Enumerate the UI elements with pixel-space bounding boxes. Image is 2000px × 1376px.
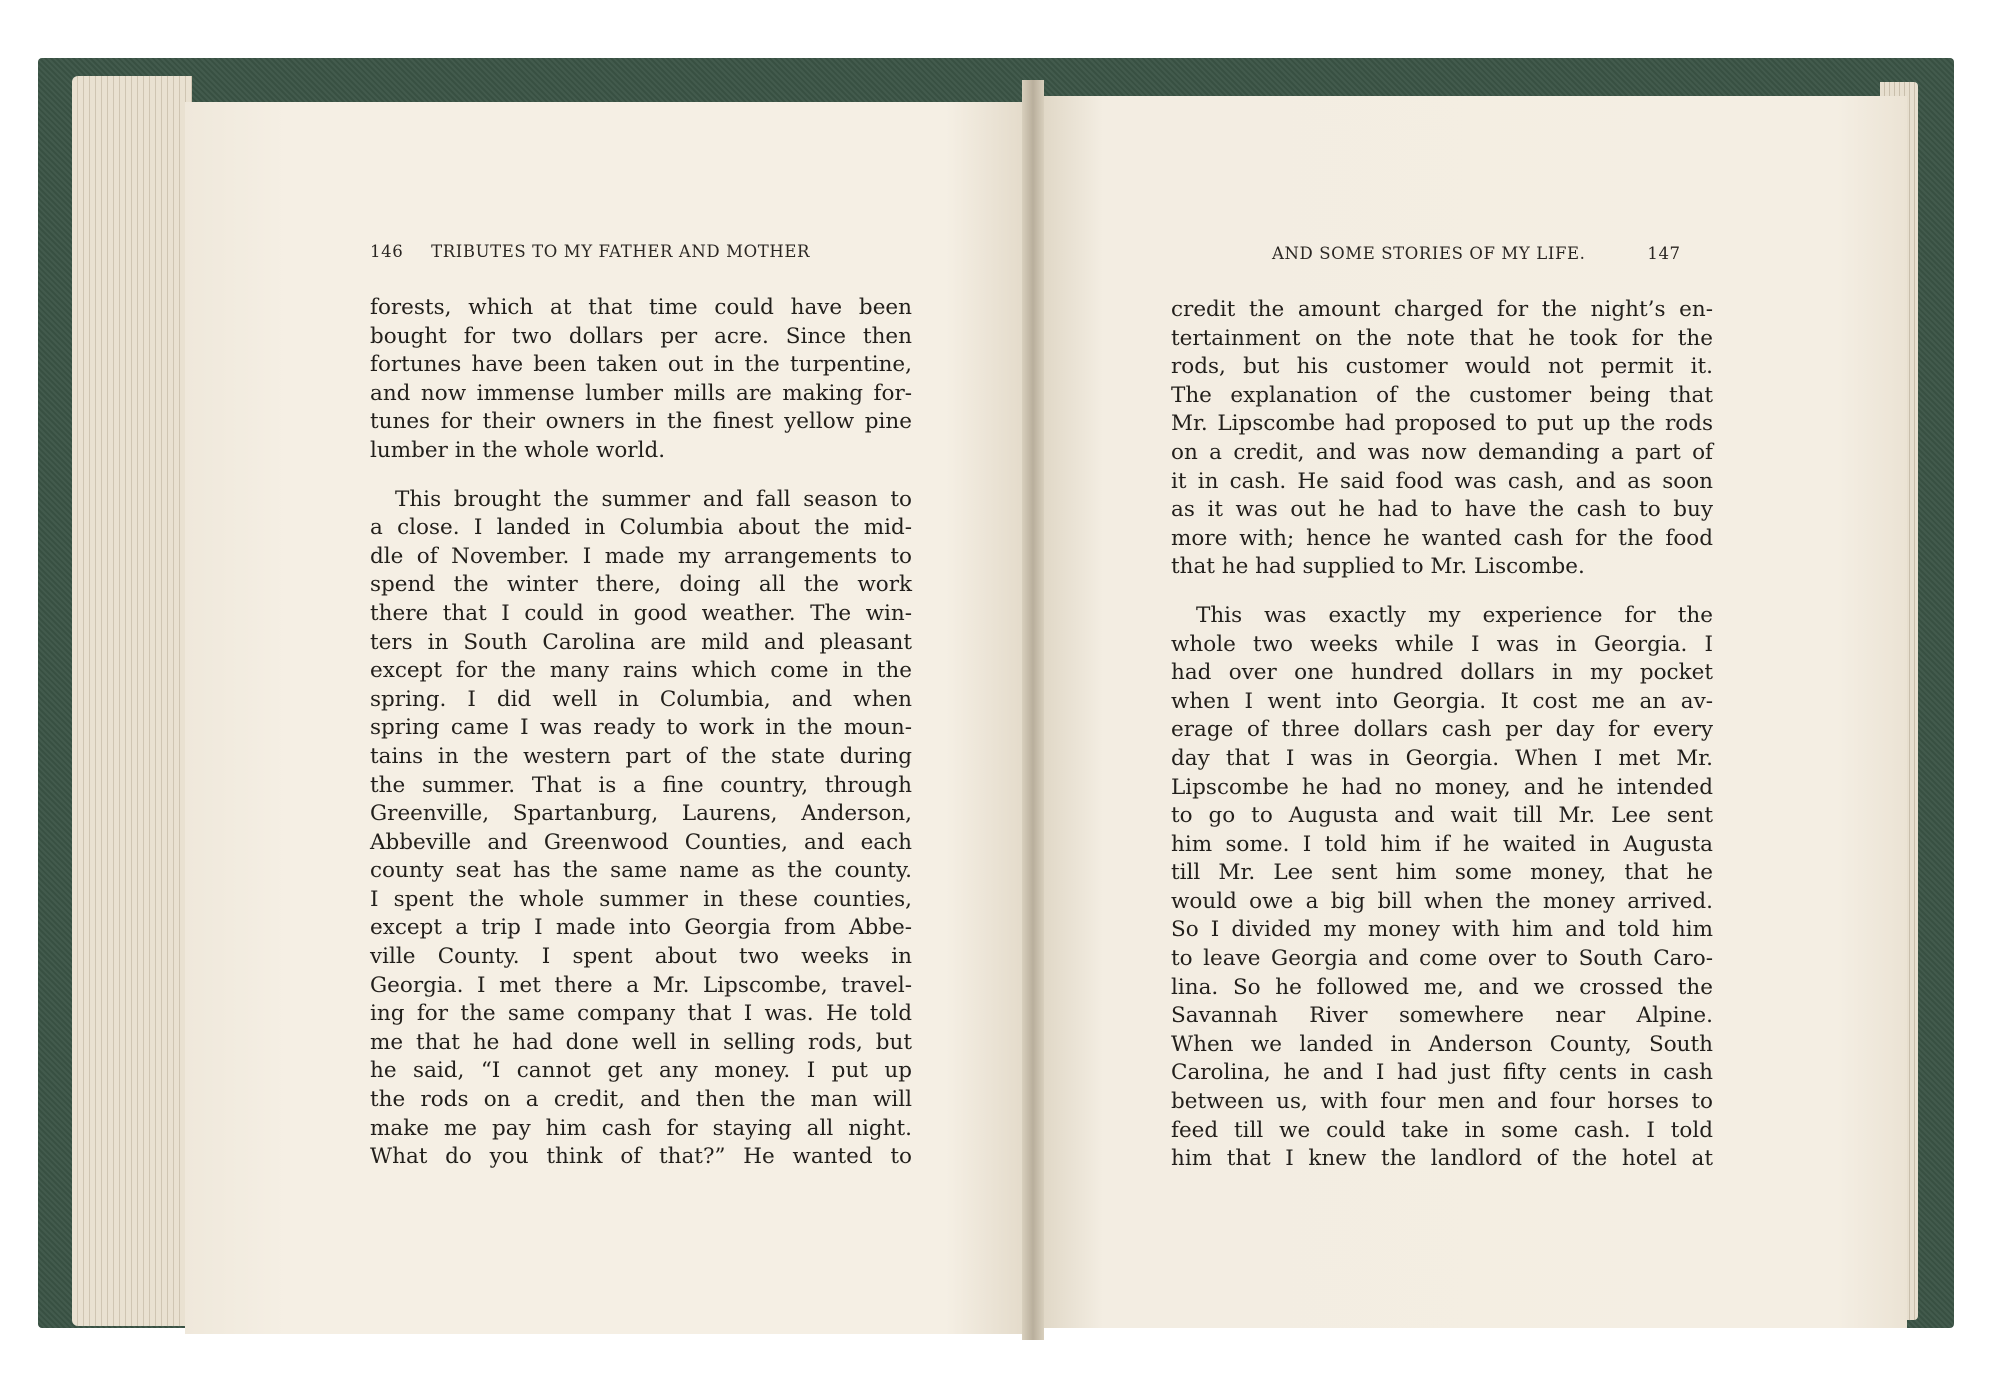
text-line — [370, 571, 912, 600]
text-line — [370, 772, 912, 801]
text-line-content: credit the amount charged for the night’s en- — [1171, 297, 1713, 322]
text-line-content: on a credit, and was now demanding a part of — [1171, 439, 1713, 465]
text-line-content: whole two weeks while I was in Georgia. I — [1171, 631, 1713, 657]
text-line-content: me that he had done well in selling rods, but — [370, 1029, 912, 1055]
text-line — [370, 486, 912, 515]
text-line — [1171, 745, 1713, 774]
text-line-content: erage of three dollars cash per day for every — [1171, 717, 1713, 743]
text-line — [1171, 410, 1713, 439]
text-line — [1171, 1088, 1713, 1117]
left-page-header — [370, 242, 810, 261]
text-line — [1171, 774, 1713, 803]
paragraph — [1171, 602, 1713, 1174]
text-line — [1171, 1031, 1713, 1060]
text-line — [370, 1057, 912, 1086]
text-line-content: it in cash. He said food was cash, and as soon — [1171, 468, 1713, 494]
text-line — [1171, 916, 1713, 945]
text-line-content: This was exactly my experience for the — [1196, 602, 1713, 628]
text-line-content: had over one hundred dollars in my pocket — [1171, 660, 1713, 686]
text-line-content: except for the many rains which come in the — [370, 658, 912, 684]
text-line-content: him that I knew the landlord of the hotel at — [1171, 1146, 1713, 1172]
text-line — [1171, 525, 1713, 554]
text-line — [1171, 802, 1713, 831]
text-line — [370, 1086, 912, 1115]
text-line — [1171, 296, 1713, 325]
text-line-content: forests, which at that time could have been — [370, 295, 912, 320]
text-line — [370, 972, 912, 1001]
text-line-content: Abbeville and Greenwood Counties, and each — [370, 829, 912, 855]
text-line — [1171, 659, 1713, 688]
text-line-content: that he had supplied to Mr. Liscombe. — [1171, 554, 1585, 580]
text-line-content: to go to Augusta and wait till Mr. Lee sent — [1171, 803, 1713, 829]
text-line — [370, 714, 912, 743]
text-line-content: would owe a big bill when the money arrived. — [1171, 888, 1713, 914]
text-line — [370, 408, 912, 437]
text-line — [370, 629, 912, 658]
page-number: 147 — [1647, 244, 1681, 263]
text-line-content: and now immense lumber mills are making for- — [370, 380, 912, 406]
text-line — [370, 857, 912, 886]
text-line — [1171, 888, 1713, 917]
text-line — [370, 1000, 912, 1029]
text-line — [370, 1143, 912, 1172]
text-line-content: day that I was in Georgia. When I met Mr. — [1171, 745, 1713, 771]
text-line-content: the rods on a credit, and then the man will — [370, 1087, 912, 1113]
paragraph — [370, 486, 912, 1172]
text-line-content: Lipscombe he had no money, and he intended — [1171, 774, 1713, 800]
text-line-content: the summer. That is a fine country, through — [370, 772, 912, 798]
text-line — [370, 1029, 912, 1058]
text-line — [1171, 688, 1713, 717]
text-line-content: So I divided my money with him and told him — [1171, 917, 1713, 943]
page-edges-left — [72, 76, 192, 1326]
text-line — [370, 914, 912, 943]
text-line — [370, 351, 912, 380]
text-line-content: spring. I did well in Columbia, and when — [370, 686, 912, 712]
left-page-body — [370, 294, 912, 1192]
text-line — [1171, 325, 1713, 354]
text-line — [370, 294, 912, 323]
text-line — [370, 800, 912, 829]
text-line — [370, 323, 912, 352]
text-line-content: feed till we could take in some cash. I told — [1171, 1117, 1713, 1143]
text-line — [1171, 859, 1713, 888]
text-line — [370, 543, 912, 572]
running-head: TRIBUTES TO MY FATHER AND MOTHER — [431, 242, 810, 261]
text-line-content: lina. So he followed me, and we crossed the — [1171, 974, 1713, 1000]
paragraph — [370, 294, 912, 466]
text-line-content: ville County. I spent about two weeks in — [370, 944, 912, 970]
text-line — [1171, 945, 1713, 974]
text-line — [1171, 553, 1713, 582]
text-line-content: him some. I told him if he waited in Augusta — [1171, 831, 1713, 857]
text-line-content: dle of November. I made my arrangements to — [370, 543, 912, 569]
text-line-content: bought for two dollars per acre. Since then — [370, 323, 912, 349]
text-line-content: more with; hence he wanted cash for the food — [1171, 525, 1713, 551]
text-line-content: between us, with four men and four horses to — [1171, 1089, 1713, 1115]
text-line-content: make me pay him cash for staying all night. — [370, 1115, 912, 1141]
text-line — [370, 380, 912, 409]
text-line-content: I spent the whole summer in these counties, — [370, 886, 912, 912]
text-line — [1171, 1145, 1713, 1174]
text-line-content: tains in the western part of the state during — [370, 743, 912, 769]
text-line-content: till Mr. Lee sent him some money, that he — [1171, 860, 1713, 886]
page-number: 146 — [370, 242, 404, 261]
text-line-content: spend the winter there, doing all the work — [370, 572, 912, 598]
text-line — [370, 829, 912, 858]
text-line-content: fortunes have been taken out in the turpentine, — [370, 352, 912, 378]
text-line-content: Mr. Lipscombe had proposed to put up the rods — [1171, 411, 1713, 437]
text-line-content: Georgia. I met there a Mr. Lipscombe, travel- — [370, 972, 912, 998]
text-line-content: except a trip I made into Georgia from Abbe- — [370, 915, 912, 941]
text-line-content: When we landed in Anderson County, South — [1171, 1031, 1713, 1057]
text-line-content: county seat has the same name as the county. — [370, 858, 912, 884]
text-line-content: when I went into Georgia. It cost me an av- — [1171, 688, 1713, 714]
text-line — [1171, 468, 1713, 497]
text-line-content: tertainment on the note that he took for the — [1171, 325, 1713, 351]
text-line — [370, 514, 912, 543]
text-line — [370, 437, 912, 466]
text-line-content: he said, “I cannot get any money. I put up — [370, 1058, 912, 1084]
text-line-content: Savannah River somewhere near Alpine. — [1171, 1003, 1713, 1029]
text-line-content: ters in South Carolina are mild and pleasant — [370, 629, 912, 655]
text-line — [370, 600, 912, 629]
text-line-content: Greenville, Spartanburg, Laurens, Anderson, — [370, 801, 912, 827]
text-line — [370, 1115, 912, 1144]
text-line — [1171, 831, 1713, 860]
right-page-header — [1272, 244, 1681, 263]
text-line-content: a close. I landed in Columbia about the mid- — [370, 515, 912, 541]
text-line — [370, 943, 912, 972]
text-line — [370, 886, 912, 915]
text-line — [1171, 353, 1713, 382]
text-line — [370, 686, 912, 715]
text-line-content: there that I could in good weather. The win- — [370, 600, 912, 626]
text-line — [1171, 496, 1713, 525]
right-page-body — [1171, 296, 1713, 1194]
text-line — [1171, 974, 1713, 1003]
text-line — [1171, 1117, 1713, 1146]
text-line-content: to leave Georgia and come over to South Caro- — [1171, 946, 1713, 972]
text-line — [1171, 602, 1713, 631]
text-line-content: spring came I was ready to work in the moun- — [370, 715, 912, 741]
text-line-content: lumber in the whole world. — [370, 437, 666, 463]
text-line — [1171, 716, 1713, 745]
text-line-content: tunes for their owners in the finest yellow pine — [370, 409, 912, 435]
paragraph — [1171, 296, 1713, 582]
text-line — [370, 743, 912, 772]
text-line — [370, 657, 912, 686]
text-line — [1171, 1002, 1713, 1031]
text-line-content: This brought the summer and fall season to — [395, 486, 912, 512]
text-line-content: The explanation of the customer being that — [1171, 382, 1713, 408]
text-line — [1171, 1059, 1713, 1088]
text-line — [1171, 382, 1713, 411]
text-line-content: rods, but his customer would not permit it. — [1171, 354, 1713, 380]
text-line — [1171, 631, 1713, 660]
text-line-content: What do you think of that?” He wanted to — [370, 1144, 912, 1170]
text-line-content: Carolina, he and I had just fifty cents in cash — [1171, 1060, 1713, 1086]
text-line — [1171, 439, 1713, 468]
book-gutter — [1022, 80, 1044, 1340]
text-line-content: ing for the same company that I was. He told — [370, 1001, 912, 1027]
running-head: AND SOME STORIES OF MY LIFE. — [1272, 244, 1586, 263]
text-line-content: as it was out he had to have the cash to buy — [1171, 497, 1713, 523]
